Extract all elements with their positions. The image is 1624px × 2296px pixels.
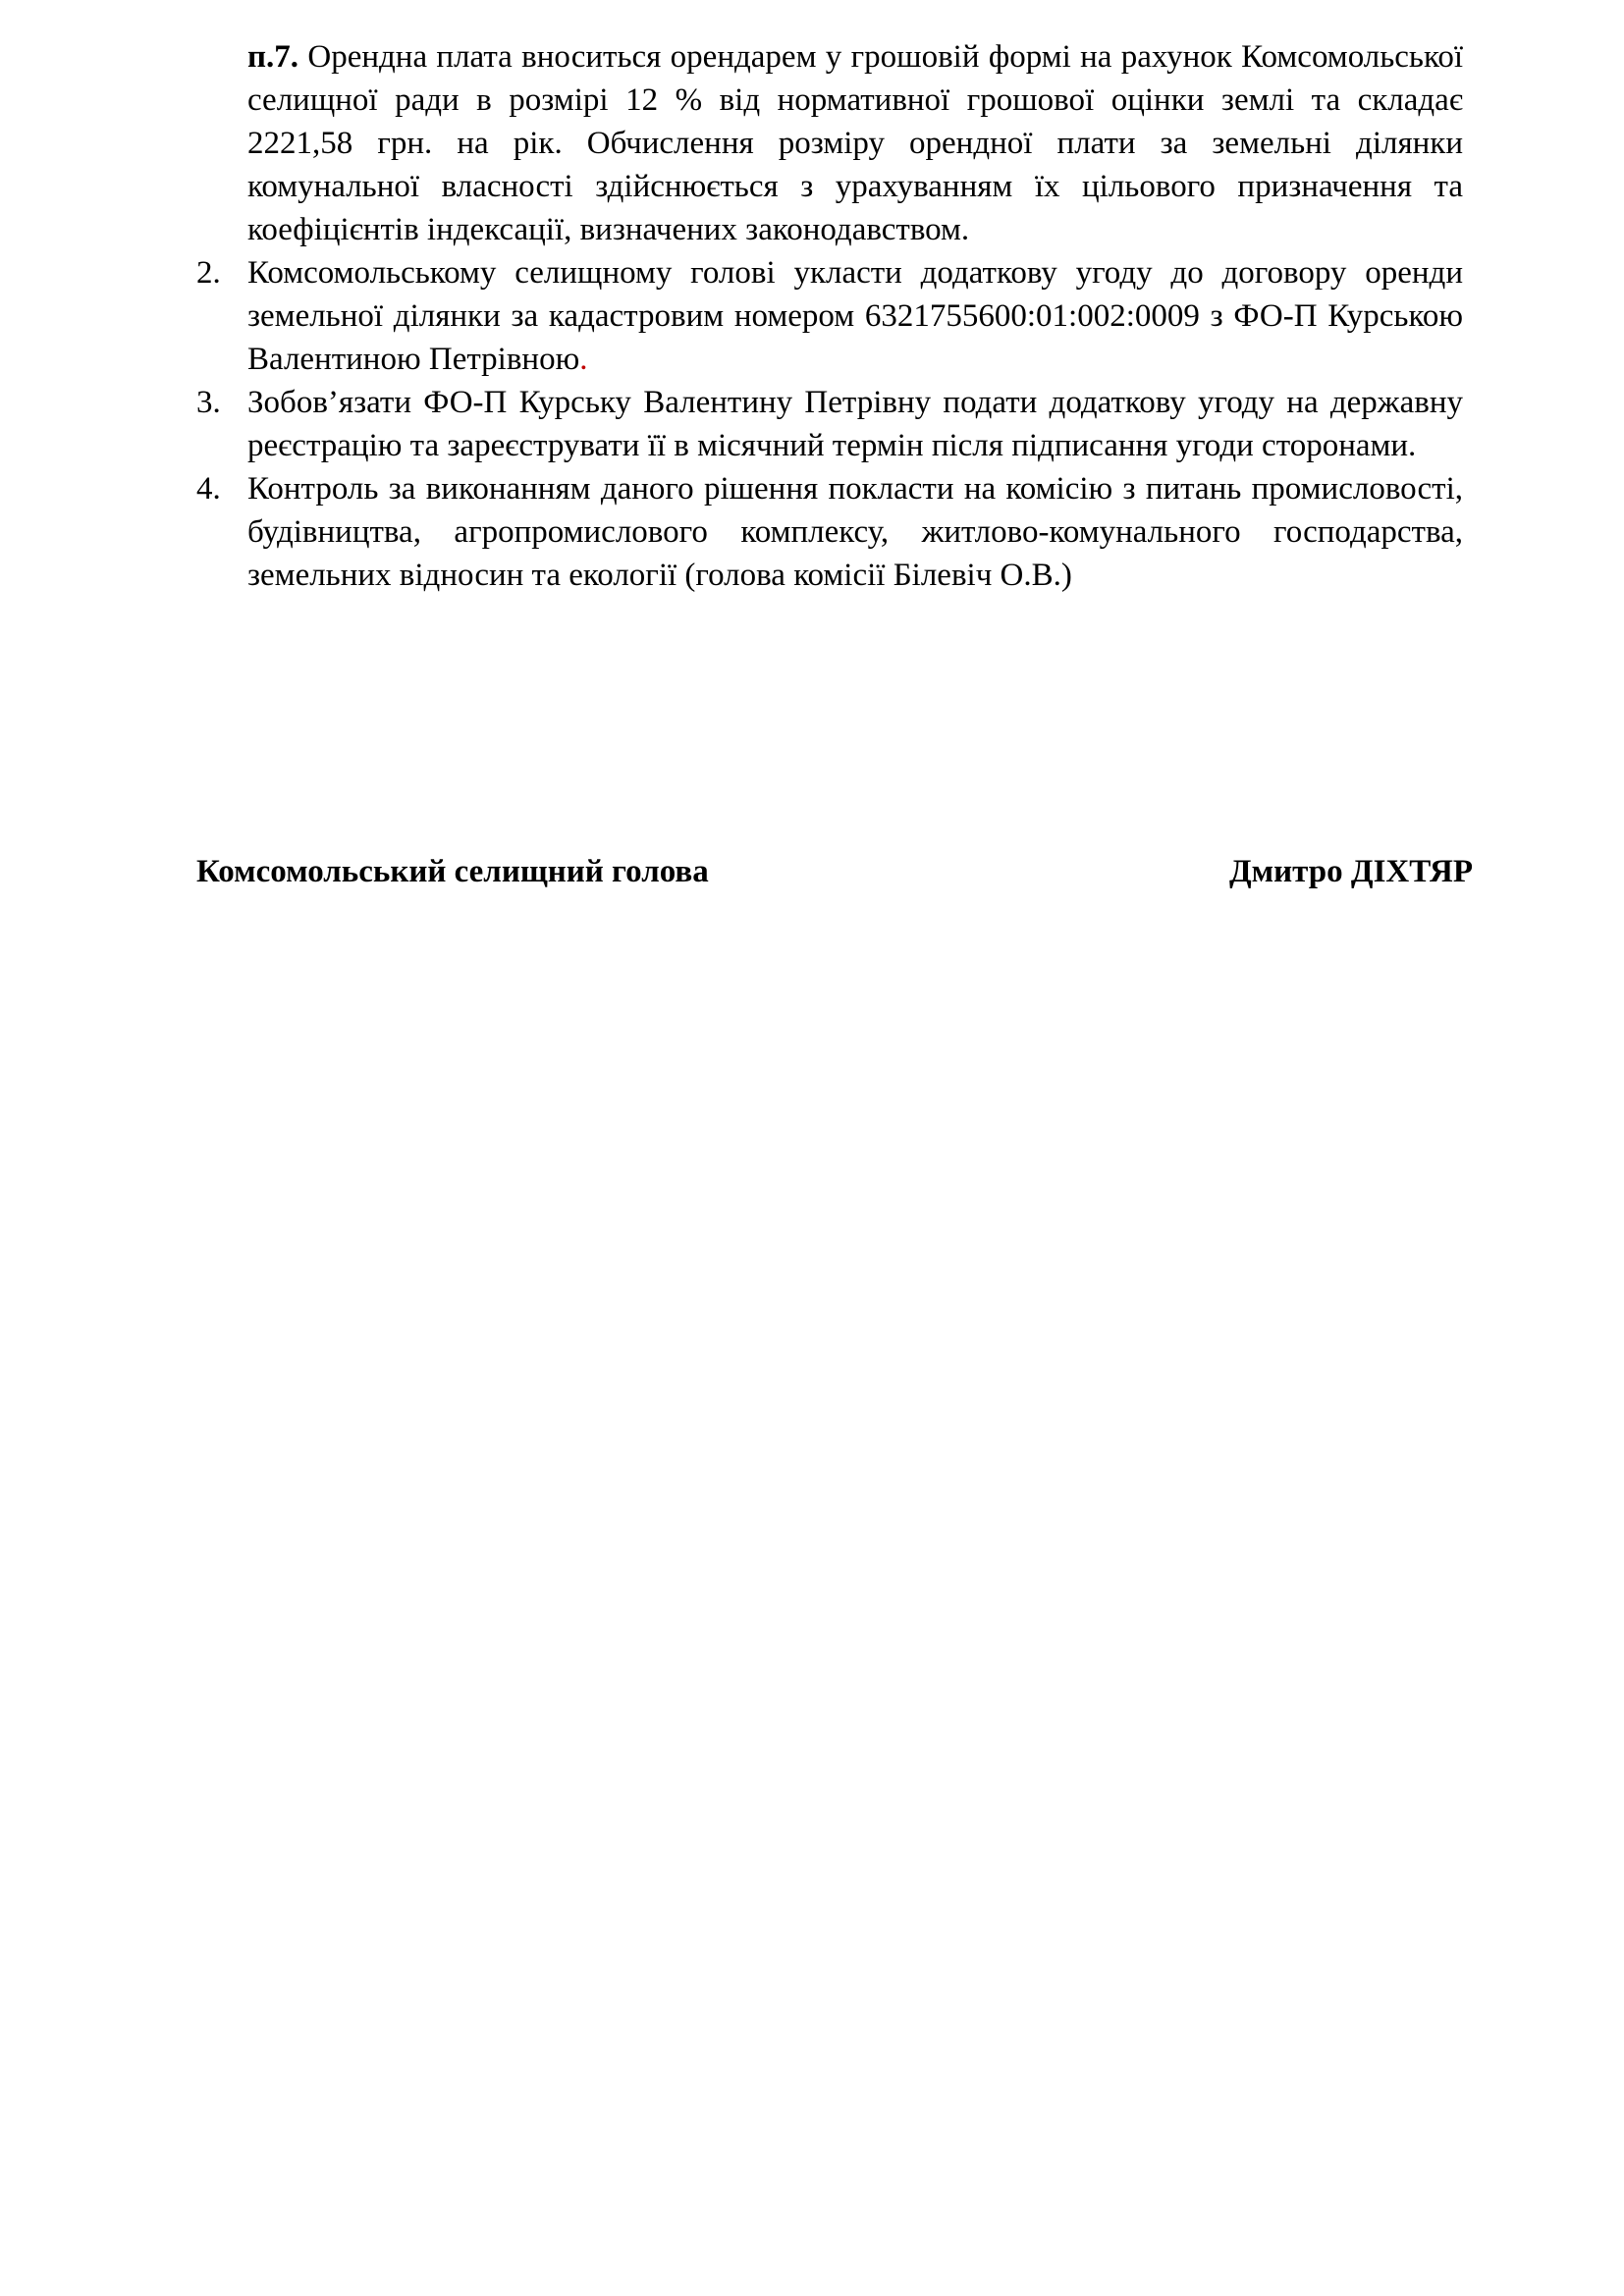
clause-7-text: Орендна плата вноситься орендарем у грошовій формі на рахунок Комсомольської селищної ради в розмірі 12 % від нормативної грошової оцінки землі та складає 2221,58 грн. на рік. Обчислення розміру орендної плати за земельні ділянки комунальної власності здійснюється з урахуванням їх цільового призначення та коефіцієнтів індексації, визначених законодавством. — [247, 39, 1463, 247]
document-body — [196, 35, 1463, 597]
list-item — [196, 467, 1463, 597]
item-number: 2. — [196, 255, 221, 291]
item-number: 3. — [196, 385, 221, 420]
item-text-body: Зобов’язати ФО-П Курську Валентину Петрівну подати додаткову угоду на державну реєстрацію та зареєструвати її в місячний термін після підписання угоди сторонами. — [247, 385, 1463, 463]
list-item — [196, 251, 1463, 381]
item-text-body: Комсомольському селищному голові укласти додаткову угоду до договору оренди земельної ділянки за кадастровим номером 6321755600:01:002:0009 з ФО-П Курською Валентиною Петрівною — [247, 255, 1463, 377]
item-text — [247, 251, 1463, 381]
list-item — [196, 381, 1463, 467]
signatory-position: Комсомольський селищний голова — [196, 854, 709, 889]
item-text-accent: . — [579, 342, 588, 377]
item-number: 4. — [196, 471, 221, 507]
item-text-body: Контроль за виконанням даного рішення покласти на комісію з питань промисловості, будівництва, агропромислового комплексу, житлово-комунального господарства, земельних відносин та екології (голова комісії Білевіч О.В.) — [247, 471, 1463, 593]
item-text — [247, 381, 1463, 467]
clause-7-lead: п.7. — [247, 39, 299, 75]
signature-block — [196, 850, 1473, 893]
signatory-name: Дмитро ДІХТЯР — [1228, 854, 1473, 889]
item-text — [247, 467, 1463, 597]
decision-items-list — [196, 251, 1463, 597]
clause-7-paragraph — [247, 35, 1463, 251]
